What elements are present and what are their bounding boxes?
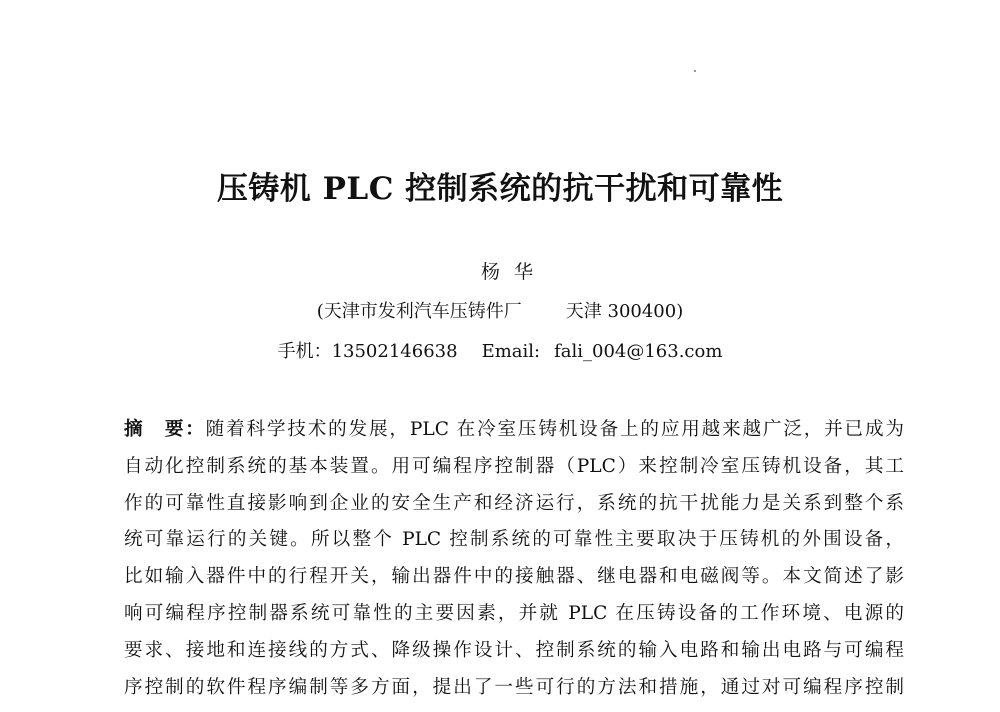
scan-speck <box>694 70 696 72</box>
abstract-line: 作的可靠性直接影响到企业的安全生产和经济运行，系统的抗干扰能力是关系到整个系 <box>124 492 904 514</box>
email-label: Email: <box>481 341 541 362</box>
abstract-line-text: 随着科学技术的发展，PLC 在冷室压铸机设备上的应用越来越广泛，并已成为 <box>205 419 904 440</box>
phone-number: 13502146638 <box>331 341 458 362</box>
author-name: 杨华 <box>480 261 547 283</box>
author-contact <box>0 337 1000 363</box>
affiliation-org: (天津市发利汽车压铸件厂 <box>316 301 522 322</box>
abstract-line: 要求、接地和连接线的方式、降级操作设计、控制系统的输入电路和输出电路与可编程 <box>124 639 904 661</box>
abstract-line: 统可靠运行的关键。所以整个 PLC 控制系统的可靠性主要取决于压铸机的外围设备， <box>124 529 904 551</box>
abstract-line: 序控制的软件程序编制等多方面，提出了一些可行的方法和措施，通过对可编程序控制 <box>124 676 904 698</box>
email-address: fali_004@163.com <box>554 341 723 362</box>
phone-label: 手机： <box>277 341 332 362</box>
abstract-line <box>124 412 904 449</box>
author-affiliation <box>0 297 1000 323</box>
abstract-line: 比如输入器件中的行程开关，输出器件中的接触器、继电器和电磁阀等。本文简述了影 <box>124 566 904 588</box>
abstract-line: 响可编程序控制器系统可靠性的主要因素，并就 PLC 在压铸设备的工作环境、电源的 <box>124 602 904 624</box>
abstract-label: 摘 要： <box>124 419 206 440</box>
affiliation-city-zip: 天津 300400) <box>565 301 684 322</box>
abstract-line: 自动化控制系统的基本装置。用可编程序控制器（PLC）来控制冷室压铸机设备，其工 <box>124 455 904 477</box>
abstract <box>124 412 904 706</box>
paper-title: 压铸机 PLC 控制系统的抗干扰和可靠性 <box>216 171 784 207</box>
